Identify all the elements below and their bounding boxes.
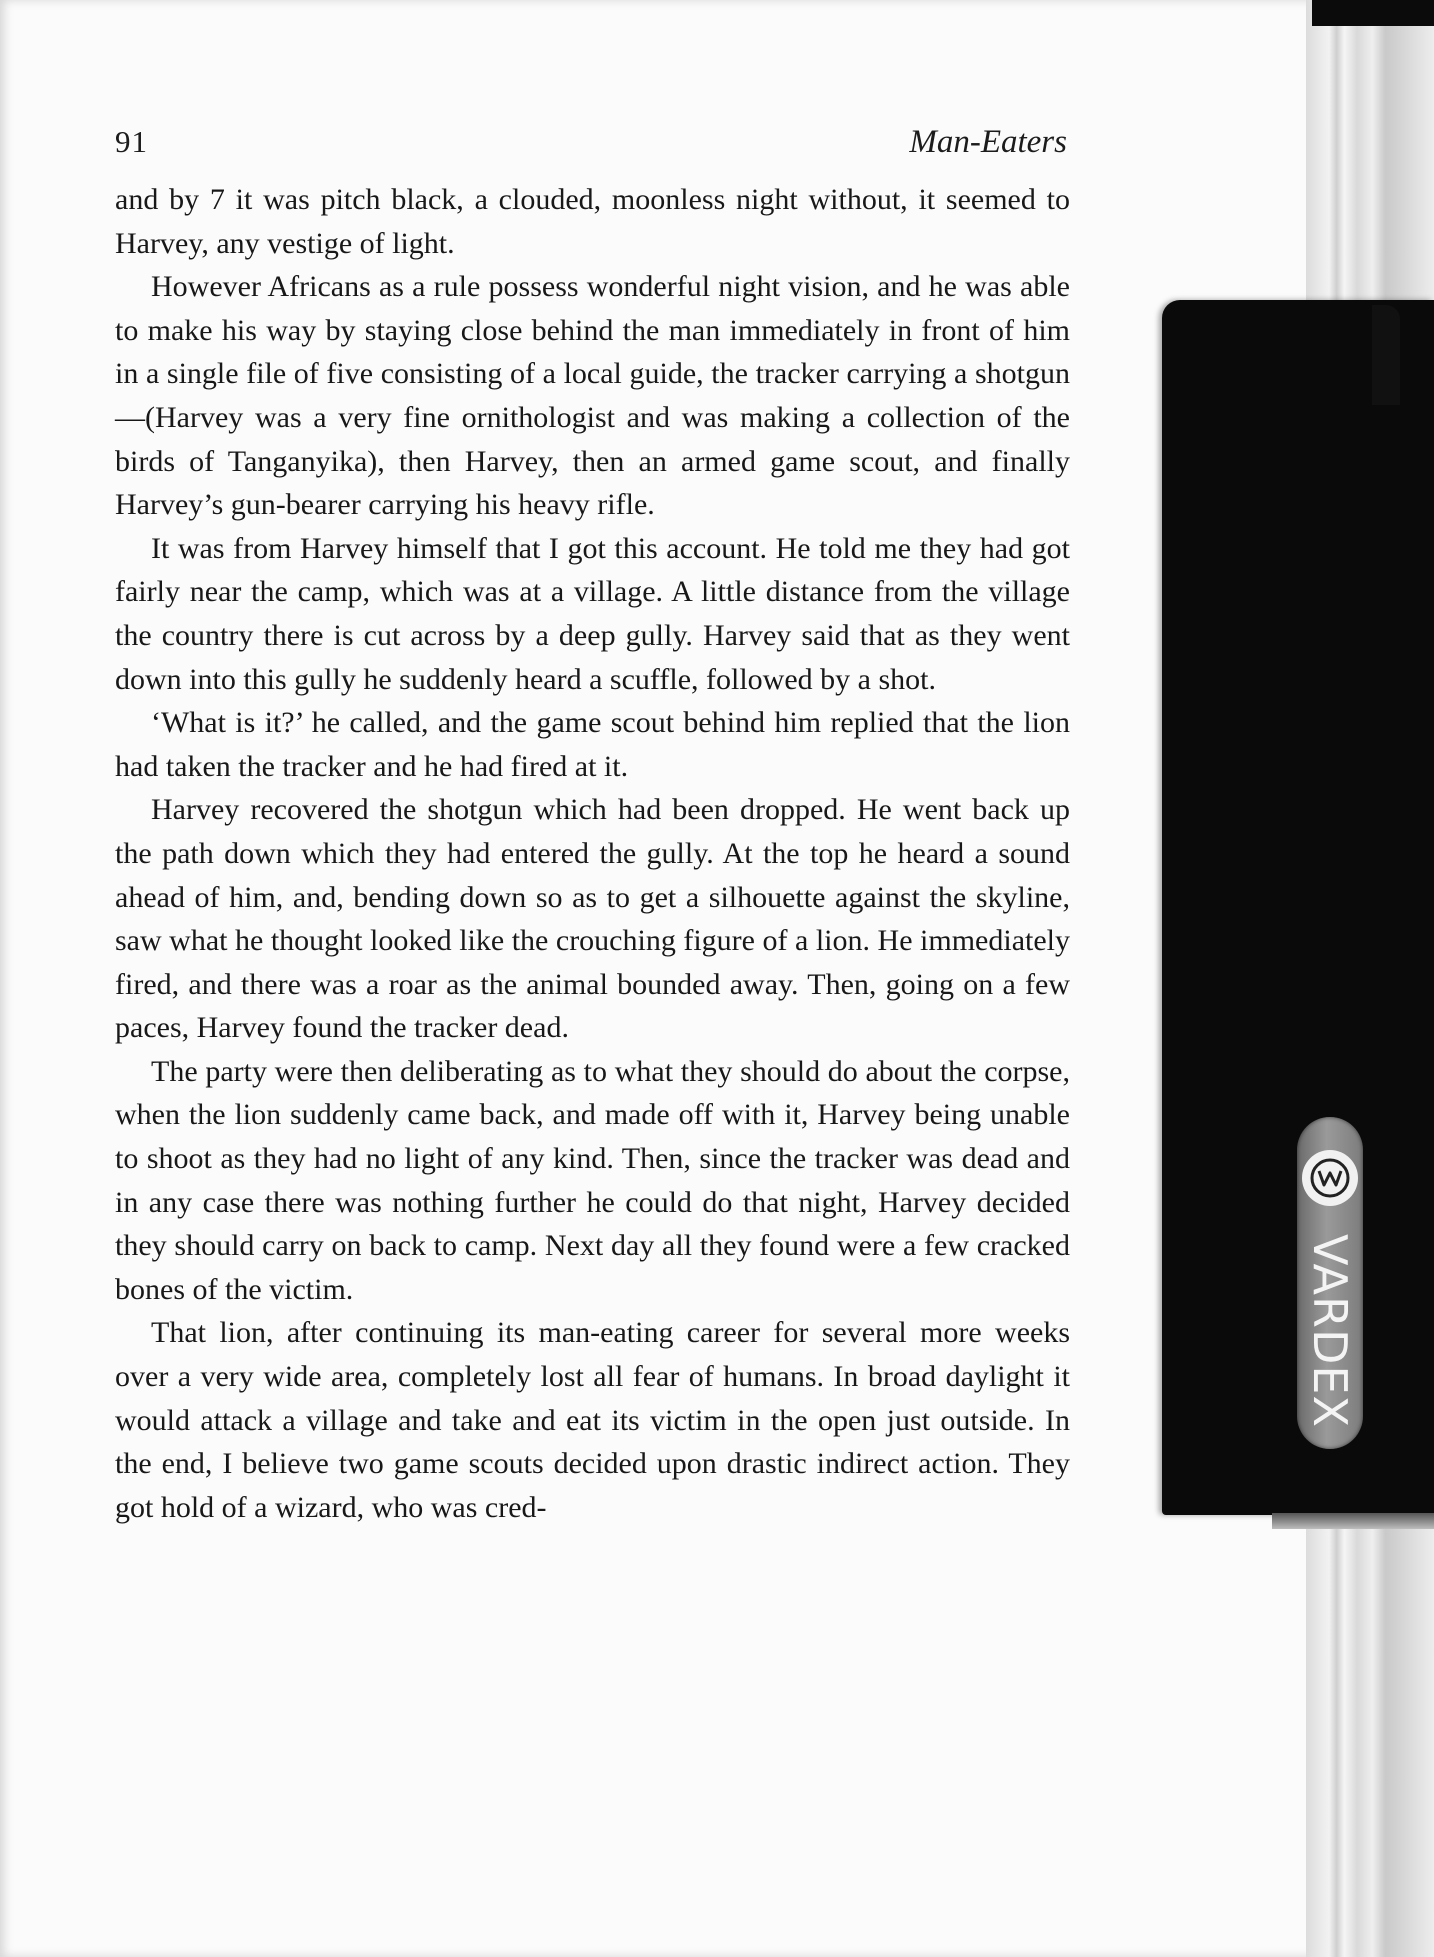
brand-name: VARDEX	[1303, 1234, 1357, 1428]
top-shadow	[1312, 0, 1434, 26]
paragraph-3: It was from Harvey himself that I got this account. He told me they had got fairly near the camp, which was at a village. A little distance from the village the country there is cut across by a deep gully. Harvey said that as they went down into this gully he suddenly heard a scuffle, followed by a shot.	[115, 531, 1070, 696]
paragraph-6: The party were then deliberating as to what they should do about the corpse, when the lion suddenly came back, and made off with it, Harvey being unable to shoot as they had no light of any kind. Then, since the tracker was dead and in any case there was nothing further he could do that night, Harvey decided they should carry on back to camp. Next day all they found were a few cracked bones of the victim.	[115, 1054, 1070, 1306]
page-number: 91	[115, 124, 148, 159]
running-head: Man-Eaters	[909, 124, 1067, 160]
clip-shadow	[1272, 1513, 1434, 1529]
paragraph-4: ‘What is it?’ he called, and the game scout behind him replied that the lion had taken the tracker and he had fired at it.	[115, 706, 1070, 783]
clip-tab	[1372, 305, 1400, 405]
vardex-logo-icon	[1302, 1150, 1358, 1206]
paragraph-5: Harvey recovered the shotgun which had been dropped. He went back up the path down which they had entered the gully. At the top he heard a sound ahead of him, and, bending down so as to get a silhouette against the skyline, saw what he thought looked like the crouching figure of a lion. He immediately fired, and there was a roar as the animal bounded away. Then, going on a few paces, Harvey found the tracker dead.	[115, 793, 1070, 1045]
body-text	[115, 178, 1070, 1529]
paragraph-7: That lion, after continuing its man-eating career for several more weeks over a very wide area, completely lost all fear of humans. In broad daylight it would attack a village and take and eat its victim in the open just outside. In the end, I believe two game scouts decided upon drastic indirect action. They got hold of a wizard, who was cred-	[115, 1316, 1070, 1524]
page-header	[115, 124, 1067, 168]
paragraph-1: and by 7 it was pitch black, a clouded, moonless night without, it seemed to Harvey, any vestige of light.	[115, 183, 1070, 260]
paragraph-2: However Africans as a rule possess wonderful night vision, and he was able to make his way by staying close behind the man immediately in front of him in a single file of five consisting of a local guide, the tracker carrying a shotgun—(Harvey was a very fine ornithologist and was making a collection of the birds of Tanganyika), then Harvey, then an armed game scout, and finally Harvey’s gun-bearer carrying his heavy rifle.	[115, 270, 1070, 522]
